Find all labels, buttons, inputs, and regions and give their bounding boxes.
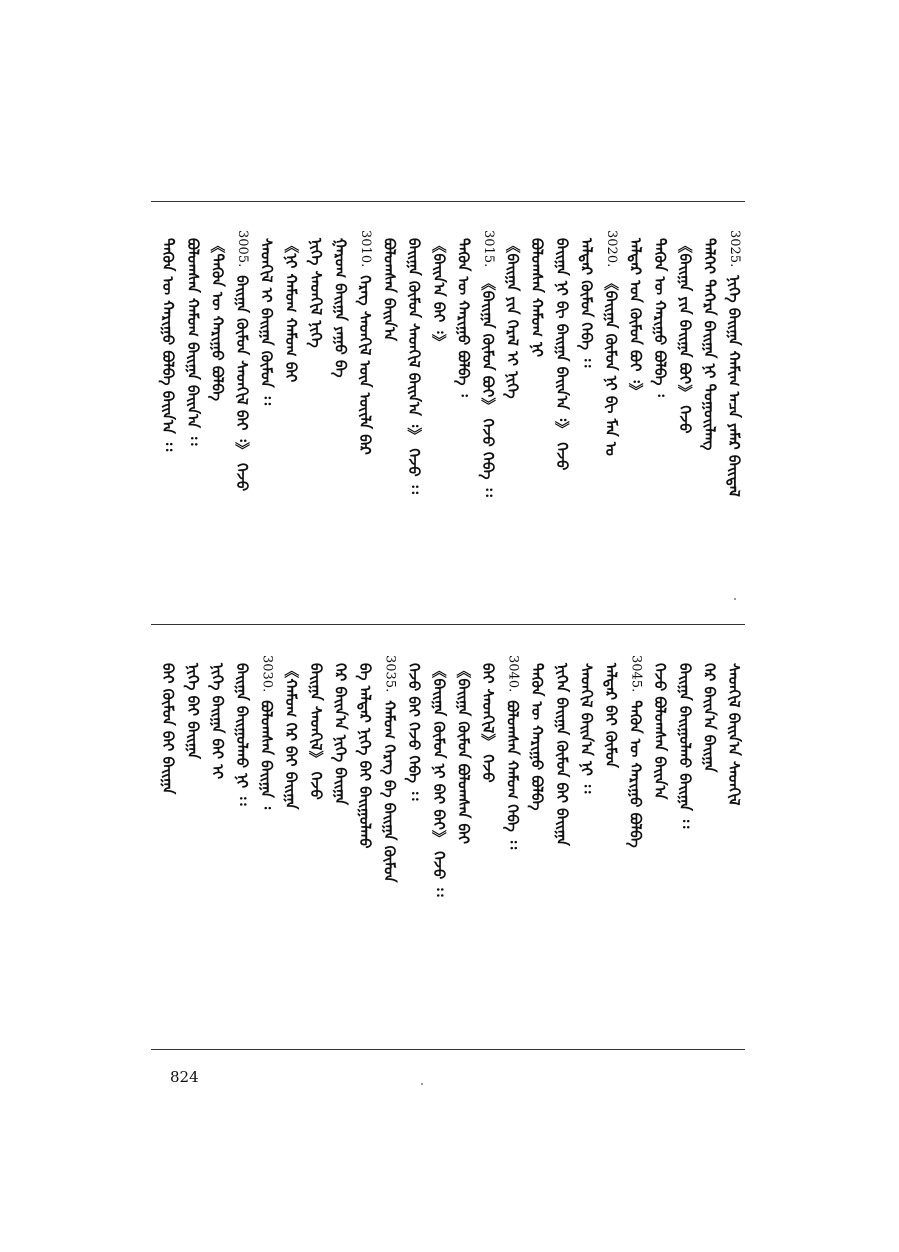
bottom-rule (151, 1049, 745, 1050)
text-line (329, 230, 351, 378)
text-line (280, 655, 302, 809)
line-text: ᠨᠢᠭᠡ ᠰᠡᠳᠬᠢᠯ ᠨᠢᠭᠡ (306, 238, 325, 348)
stray-mark (734, 598, 736, 600)
text-line (182, 655, 204, 759)
line-text: 《ᠬᠠᠮᠤᠭ ᠬᠡᠷ ᠪᠠᠢ ᠪᠠᠢᠭᠠ (282, 663, 301, 810)
lower-text-block (151, 655, 745, 1035)
text-line (477, 655, 499, 783)
text-line (428, 230, 450, 349)
text-line (575, 230, 597, 367)
text-line (231, 230, 253, 491)
line-text: ᠰᠡᠳᠬᠢᠯ ᠪᠠᠢᠨ᠎ᠠ ᠨᠢ ᠄᠄ (577, 663, 596, 794)
text-line (698, 655, 720, 772)
line-text: ᠲᠡᠭᠦᠨ ᠦ ᠬᠠᠷᠢᠭᠤ ᠪᠣᠯᠪᠠ (626, 700, 645, 848)
line-number: 3005. (235, 230, 250, 268)
page-number: 824 (170, 1068, 199, 1086)
stray-mark (421, 1083, 423, 1085)
line-text: ᠠᠯᠳᠠᠷ ᠬᠦᠮᠦᠨ ᠭᠡᠪᠡ ᠄᠄ (577, 238, 596, 368)
line-text: ᠪᠠᠢᠭᠠ ᠨᠢ ᠪᠢ ᠪᠠᠢᠭᠠ ᠪᠠᠢᠨ᠎ᠠ ᠄》 ᠭᠡᠵᠦ (552, 238, 571, 471)
line-text: ᠬᠠᠮᠤᠭ ᠬᠡᠷᠡᠭ ᠪᠡ ᠪᠠᠢᠭᠠ ᠬᠦᠮᠦᠨ (380, 700, 399, 883)
text-line (477, 230, 499, 497)
line-text: ᠪᠣᠯᠤᠭᠰᠠᠨ ᠪᠠᠢᠭᠠ ᠄ (257, 700, 276, 810)
text-line (329, 655, 351, 805)
line-text: 《ᠪᠠᠢᠭᠠ ᠬᠦᠮᠦᠨ ᠨᠢ ᠪᠢ ᠮᠠᠨ ᠤ (602, 275, 620, 456)
line-text: ᠲᠡᠭᠦᠨ ᠦ ᠬᠠᠷᠢᠭᠤ ᠪᠣᠯᠪᠠ (528, 663, 547, 811)
line-text: ᠬᠡᠷᠡᠭ ᠰᠡᠳᠬᠢᠯ ᠦᠨ ᠦᠢᠯᠡ ᠪᠡᠷ (356, 275, 374, 455)
text-line (452, 655, 474, 844)
line-text: ᠪᠠᠢᠭᠠ ᠪᠠᠢᠭᠤᠯᠬᠤ ᠪᠠᠢᠭᠠ ᠄᠄ (675, 663, 694, 829)
line-text: ᠲᠡᠭᠦᠨ ᠦ ᠬᠠᠷᠢᠭᠤ ᠪᠣᠯᠪᠠ ᠪᠠᠢᠨ᠎ᠠ ᠄᠄ (159, 238, 178, 452)
text-line (379, 655, 401, 883)
text-line (674, 230, 696, 434)
text-line (698, 230, 720, 450)
text-line (354, 230, 376, 455)
text-line (575, 655, 597, 793)
text-line (157, 655, 179, 794)
line-text: ᠰᠡᠳᠬᠢᠯ ᠪᠠᠢᠨ᠎ᠠ ᠰᠡᠳᠬᠢᠯ (725, 663, 743, 806)
line-text: ᠪᠣᠯᠤᠭᠰᠠᠨ ᠪᠠᠢᠨ᠎ᠠ (380, 238, 399, 342)
line-text: ᠪᠠᠢᠭᠠ ᠬᠦᠮᠦᠨ ᠰᠡᠳᠬᠢᠯ ᠪᠠᠢᠨ᠎ᠠ ᠄》 ᠭᠡᠵᠦ ᠄᠄ (405, 238, 424, 494)
line-text: 《ᠲᠡᠭᠦᠨ ᠦ ᠬᠠᠷᠢᠭᠤ ᠪᠣᠯᠪᠠ (208, 238, 227, 402)
text-line (526, 230, 548, 357)
line-text: ᠨᠢᠭᠡ ᠪᠠᠢᠭᠠ ᠬᠠᠮᠢᠭ ᠠᠴᠠ ᠶᠠᠮᠠᠷ ᠪᠠᠢᠳᠠᠯ (725, 275, 743, 497)
line-text: ᠬᠡᠷ ᠪᠠᠢᠨ᠎ᠠ ᠪᠠᠢᠭᠠ (700, 663, 719, 773)
text-line (428, 655, 450, 897)
text-line (256, 655, 278, 809)
text-line (206, 230, 228, 401)
text-line (403, 655, 425, 800)
text-line (403, 230, 425, 494)
upper-text-block (151, 230, 745, 610)
line-text: ᠨᠢᠭᠡᠨ ᠪᠠᠢᠭᠠ ᠬᠦᠮᠦᠨ ᠪᠠᠢ ᠪᠠᠢᠭᠠ (552, 663, 571, 846)
line-text: 《ᠪᠠᠢᠭᠠ ᠬᠦᠮᠦᠨ ᠨᠢ ᠪᠠᠢ ᠪᠠᠢ》 ᠭᠡᠵᠦ ᠄᠄ (429, 663, 448, 897)
line-text: ᠪᠠᠢᠭᠠ ᠬᠦᠮᠦᠨ ᠰᠡᠳᠬᠢᠯ ᠪᠠᠢ ᠄》 ᠭᠡᠵᠦ (233, 275, 251, 492)
text-line (526, 655, 548, 811)
line-text: ᠪᠠ ᠠᠯᠳᠠᠷ ᠨᠢᠭᠡ ᠪᠠᠢ ᠪᠠᠢᠭᠤᠯᠬᠤ (356, 663, 374, 849)
text-line (600, 230, 622, 456)
text-line (723, 655, 745, 806)
line-text: ᠨᠢᠭᠡ ᠪᠠᠢ ᠪᠠᠢᠭᠠ (183, 663, 202, 759)
text-line (600, 655, 622, 768)
line-text: ᠭᠡᠵᠦ ᠪᠠᠢ ᠭᠡᠵᠦ ᠭᠡᠪᠡ ᠄᠄ (405, 663, 424, 801)
line-text: ᠲᠡᠭᠦᠨ ᠦ ᠬᠠᠷᠢᠭᠤ ᠪᠣᠯᠪᠠ ᠄ (651, 238, 670, 397)
line-text: ᠭᠠᠷᠤᠭ ᠪᠠᠢᠭᠠ ᠶᠠᠭᠤ ᠪᠡ (331, 238, 350, 378)
text-line (649, 655, 671, 799)
line-number: 3010. (358, 230, 373, 268)
line-text: ᠲᠡᠭᠦᠨ ᠦ ᠬᠠᠷᠢᠭᠤ ᠪᠣᠯᠪᠠ ᠄ (454, 238, 473, 397)
line-text: 《ᠪᠠᠢᠭᠠ ᠶᠢᠨ ᠪᠠᠢᠭᠠ ᠪᠣᠢ》 ᠭᠡᠵᠦ (675, 238, 694, 434)
text-line (231, 655, 253, 806)
text-line (625, 655, 647, 848)
line-number: 3035. (382, 655, 398, 693)
line-number: 3045. (628, 655, 644, 693)
line-text: ᠬᠡᠷ ᠪᠠᠢᠨ᠎ᠠ ᠨᠢᠭᠡ ᠪᠠᠢᠭᠠ (331, 663, 350, 806)
line-number: 3020. (604, 230, 619, 268)
text-line (551, 655, 573, 846)
line-text: 《ᠪᠠᠢᠭᠠ ᠶᠢᠨ ᠭᠡᠷᠡᠯ ᠢ ᠨᠢᠭᠡ (503, 238, 522, 399)
line-text: ᠨᠢᠭᠡ ᠪᠠᠢᠭᠠ ᠪᠠᠢ ᠢ (208, 663, 227, 780)
line-text: ᠰᠡᠳᠬᠢᠯ ᠢ ᠪᠠᠢᠭᠠ ᠬᠦᠮᠦᠨ ᠄᠄ (257, 238, 276, 406)
line-number: 3025. (727, 230, 742, 268)
text-line (305, 230, 327, 348)
line-text: ᠪᠠᠢ ᠰᠡᠳᠬᠢᠯ》 ᠭᠡᠵᠦ (479, 663, 497, 783)
line-text: ᠪᠣᠯᠤᠭᠰᠠᠨ ᠬᠠᠮᠤᠭ ᠨᠢ (528, 238, 547, 357)
line-text: ᠳᠡᠯᠬᠡᠢ ᠳᠡᠭᠡᠷᠡ ᠪᠠᠢᠭᠠ ᠨᠢ ᠳᠤᠭᠤᠢᠯᠠᠩ (700, 238, 719, 451)
line-text: ᠪᠣᠯᠤᠭᠰᠠᠨ ᠬᠠᠮᠤᠭ ᠪᠠᠢᠭᠠ ᠪᠠᠢᠨ᠎ᠠ ᠄᠄ (183, 238, 202, 446)
middle-rule (151, 624, 745, 625)
line-number: 3040. (505, 655, 521, 693)
text-line (674, 655, 696, 828)
text-line (502, 230, 524, 399)
text-line (280, 230, 302, 382)
line-text: ᠠᠯᠳᠠᠷ ᠤᠨ ᠬᠦᠮᠦᠨ ᠪᠣᠢ ᠄》 (626, 238, 645, 399)
line-text: ᠪᠣᠯᠤᠭᠰᠠᠨ ᠬᠠᠮᠤᠭ ᠭᠡᠪᠡ ᠄᠄ (503, 700, 522, 850)
line-text: ᠭᠡᠵᠦ ᠪᠣᠯᠤᠭᠰᠠᠨ ᠪᠠᠢᠨ᠎ᠠ (651, 663, 670, 800)
text-line (379, 230, 401, 341)
text-line (551, 230, 573, 470)
text-line (625, 230, 647, 398)
line-text: 《ᠪᠠᠢᠨ᠎ᠠ ᠪᠠᠢ ᠄》 (429, 238, 448, 350)
line-number: 3030. (259, 655, 275, 693)
text-line (305, 655, 327, 800)
line-text: ᠪᠠᠢᠭᠠ ᠰᠡᠳᠬᠢᠯ》 ᠭᠡᠵᠦ (306, 663, 325, 800)
text-line (723, 230, 745, 497)
line-text: ᠠᠯᠳᠠᠷ ᠪᠠᠢ ᠬᠦᠮᠦᠨ (602, 663, 620, 768)
top-rule (151, 201, 745, 202)
text-line (502, 655, 524, 849)
text-line (206, 655, 228, 779)
line-text: ᠪᠠᠢᠭᠠ ᠪᠠᠢᠭᠤᠯᠬᠤ ᠨᠢ ᠄᠄ (233, 663, 251, 806)
text-line (649, 230, 671, 397)
line-text: 《ᠨᠢ ᠬᠠᠮᠤᠭ ᠬᠠᠮᠤᠭ ᠪᠠᠢ (282, 238, 301, 383)
text-line (354, 655, 376, 848)
text-line (182, 230, 204, 445)
text-line (256, 230, 278, 405)
text-line (157, 230, 179, 451)
text-line (452, 230, 474, 397)
line-text: 《ᠪᠠᠢᠭᠠ ᠬᠦᠮᠦᠨ ᠪᠣᠯᠤᠭᠰᠠᠨ ᠪᠠᠢ (454, 663, 473, 845)
line-text: 《ᠪᠠᠢᠭᠠ ᠬᠦᠮᠦᠨ ᠪᠣᠢ》 ᠭᠡᠵᠦ ᠭᠡᠪᠡ ᠄᠄ (479, 275, 497, 497)
line-number: 3015. (481, 230, 496, 268)
line-text: ᠪᠠᠢ ᠬᠦᠮᠦᠨ ᠪᠠᠢ ᠪᠠᠢᠭᠠ (159, 663, 178, 795)
